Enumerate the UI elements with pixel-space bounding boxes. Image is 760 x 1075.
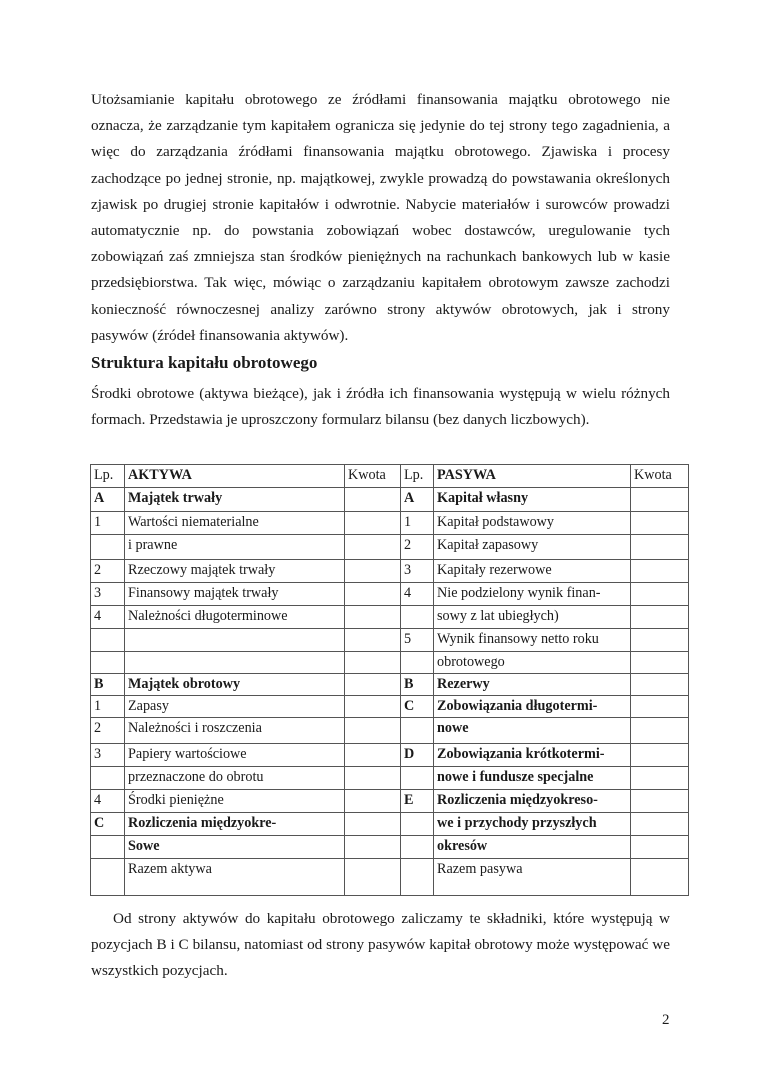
aktywa-cell: Środki pieniężne bbox=[125, 790, 345, 813]
lp-right: E bbox=[401, 790, 434, 813]
kwota-right bbox=[631, 674, 689, 696]
lp-left bbox=[91, 859, 125, 896]
page-number: 2 bbox=[662, 1012, 670, 1028]
lp-right bbox=[401, 606, 434, 629]
kwota-right bbox=[631, 583, 689, 606]
lp-right bbox=[401, 859, 434, 896]
kwota-right bbox=[631, 718, 689, 744]
table-row bbox=[91, 836, 689, 859]
table-row bbox=[91, 696, 689, 718]
kwota-right bbox=[631, 560, 689, 583]
table-row bbox=[91, 674, 689, 696]
pasywa-cell: Kapitały rezerwowe bbox=[434, 560, 631, 583]
aktywa-cell: Rzeczowy majątek trwały bbox=[125, 560, 345, 583]
conclusion-paragraph: Od strony aktywów do kapitału obrotowego zaliczamy te składniki, które występują w pozycjach B i C bilansu, natomiast od strony pasywów kapitał obrotowy może występować we wszystkich pozycjach. bbox=[91, 910, 670, 980]
structure-paragraph: Środki obrotowe (aktywa bieżące), jak i źródła ich finansowania występują w wielu różnych formach. Przedstawia je uproszczony formularz bilansu (bez danych liczbowych). bbox=[91, 385, 670, 429]
kwota-right bbox=[631, 512, 689, 535]
kwota-left bbox=[345, 512, 401, 535]
kwota-left bbox=[345, 488, 401, 512]
kwota-left bbox=[345, 790, 401, 813]
lp-left bbox=[91, 629, 125, 652]
kwota-right bbox=[631, 836, 689, 859]
lp-left: 3 bbox=[91, 583, 125, 606]
aktywa-cell: Rozliczenia międzyokre- bbox=[125, 813, 345, 836]
kwota-right bbox=[631, 813, 689, 836]
kwota-right bbox=[631, 744, 689, 767]
aktywa-cell: Sowe bbox=[125, 836, 345, 859]
table-row bbox=[91, 535, 689, 560]
header-lp-right: Lp. bbox=[401, 465, 434, 488]
aktywa-cell: Wartości niematerialne bbox=[125, 512, 345, 535]
lp-right: A bbox=[401, 488, 434, 512]
kwota-left bbox=[345, 767, 401, 790]
kwota-left bbox=[345, 629, 401, 652]
section-heading: Struktura kapitału obrotowego bbox=[91, 353, 318, 372]
lp-right: C bbox=[401, 696, 434, 718]
lp-right: B bbox=[401, 674, 434, 696]
pasywa-cell: Razem pasywa bbox=[434, 859, 631, 896]
lp-right bbox=[401, 652, 434, 674]
table-header-row bbox=[91, 465, 689, 488]
kwota-right bbox=[631, 535, 689, 560]
aktywa-cell: Razem aktywa bbox=[125, 859, 345, 896]
lp-left bbox=[91, 535, 125, 560]
header-pasywa: PASYWA bbox=[434, 465, 631, 488]
table-row bbox=[91, 859, 689, 896]
pasywa-cell: obrotowego bbox=[434, 652, 631, 674]
lp-left: 2 bbox=[91, 560, 125, 583]
lp-right: 2 bbox=[401, 535, 434, 560]
lp-left: 1 bbox=[91, 512, 125, 535]
pasywa-cell: Wynik finansowy netto roku bbox=[434, 629, 631, 652]
lp-left bbox=[91, 767, 125, 790]
kwota-left bbox=[345, 813, 401, 836]
kwota-left bbox=[345, 606, 401, 629]
lp-left: 4 bbox=[91, 790, 125, 813]
pasywa-cell: we i przychody przyszłych bbox=[434, 813, 631, 836]
kwota-left bbox=[345, 535, 401, 560]
kwota-right bbox=[631, 606, 689, 629]
pasywa-cell: Rezerwy bbox=[434, 674, 631, 696]
lp-left bbox=[91, 652, 125, 674]
table-row bbox=[91, 488, 689, 512]
lp-right: 5 bbox=[401, 629, 434, 652]
aktywa-cell: Finansowy majątek trwały bbox=[125, 583, 345, 606]
pasywa-cell: nowe i fundusze specjalne bbox=[434, 767, 631, 790]
aktywa-cell: Zapasy bbox=[125, 696, 345, 718]
table-row bbox=[91, 512, 689, 535]
lp-right: 1 bbox=[401, 512, 434, 535]
table-row bbox=[91, 744, 689, 767]
table-row bbox=[91, 629, 689, 652]
kwota-right bbox=[631, 859, 689, 896]
lp-left: A bbox=[91, 488, 125, 512]
kwota-left bbox=[345, 718, 401, 744]
pasywa-cell: sowy z lat ubiegłych) bbox=[434, 606, 631, 629]
lp-left: C bbox=[91, 813, 125, 836]
lp-left: B bbox=[91, 674, 125, 696]
aktywa-cell: Majątek trwały bbox=[125, 488, 345, 512]
kwota-right bbox=[631, 652, 689, 674]
kwota-right bbox=[631, 767, 689, 790]
kwota-right bbox=[631, 696, 689, 718]
kwota-right bbox=[631, 629, 689, 652]
aktywa-cell: przeznaczone do obrotu bbox=[125, 767, 345, 790]
aktywa-cell: Papiery wartościowe bbox=[125, 744, 345, 767]
header-kwota-right: Kwota bbox=[631, 465, 689, 488]
kwota-left bbox=[345, 744, 401, 767]
lp-right: 3 bbox=[401, 560, 434, 583]
pasywa-cell: okresów bbox=[434, 836, 631, 859]
header-kwota-left: Kwota bbox=[345, 465, 401, 488]
lp-right bbox=[401, 767, 434, 790]
table-row bbox=[91, 718, 689, 744]
lp-right bbox=[401, 813, 434, 836]
kwota-right bbox=[631, 790, 689, 813]
table-row bbox=[91, 813, 689, 836]
table-row bbox=[91, 606, 689, 629]
kwota-left bbox=[345, 836, 401, 859]
aktywa-cell bbox=[125, 629, 345, 652]
kwota-right bbox=[631, 488, 689, 512]
pasywa-cell: Zobowiązania krótkotermi- bbox=[434, 744, 631, 767]
lp-right: 4 bbox=[401, 583, 434, 606]
balance-sheet-table bbox=[90, 464, 689, 896]
lp-left: 4 bbox=[91, 606, 125, 629]
pasywa-cell: Kapitał podstawowy bbox=[434, 512, 631, 535]
table-row bbox=[91, 790, 689, 813]
pasywa-cell: Kapitał zapasowy bbox=[434, 535, 631, 560]
aktywa-cell bbox=[125, 652, 345, 674]
aktywa-cell: Majątek obrotowy bbox=[125, 674, 345, 696]
lp-right bbox=[401, 836, 434, 859]
lp-left: 2 bbox=[91, 718, 125, 744]
kwota-left bbox=[345, 696, 401, 718]
kwota-left bbox=[345, 652, 401, 674]
pasywa-cell: Rozliczenia międzyokreso- bbox=[434, 790, 631, 813]
lp-right bbox=[401, 718, 434, 744]
pasywa-cell: Kapitał własny bbox=[434, 488, 631, 512]
lp-left: 1 bbox=[91, 696, 125, 718]
aktywa-cell: Należności długoterminowe bbox=[125, 606, 345, 629]
lp-right: D bbox=[401, 744, 434, 767]
kwota-left bbox=[345, 560, 401, 583]
kwota-left bbox=[345, 583, 401, 606]
kwota-left bbox=[345, 859, 401, 896]
table-row bbox=[91, 583, 689, 606]
pasywa-cell: nowe bbox=[434, 718, 631, 744]
pasywa-cell: Zobowiązania długotermi- bbox=[434, 696, 631, 718]
lp-left: 3 bbox=[91, 744, 125, 767]
aktywa-cell: i prawne bbox=[125, 535, 345, 560]
lp-left bbox=[91, 836, 125, 859]
header-lp-left: Lp. bbox=[91, 465, 125, 488]
pasywa-cell: Nie podzielony wynik finan- bbox=[434, 583, 631, 606]
aktywa-cell: Należności i roszczenia bbox=[125, 718, 345, 744]
intro-paragraph: Utożsamianie kapitału obrotowego ze źródłami finansowania majątku obrotowego nie oznacza, że zarządzanie tym kapitałem ogranicza się jedynie do tej strony tego zagadnienia, a więc do zarządzania źródłami finansowania majątku obrotowego. Zjawiska i procesy zachodzące po jednej stronie, np. majątkowej, zwykle prowadzą do powstawania określonych zjawisk po drugiej stronie kapitałów i odwrotnie. Nabycie materiałów i surowców prowadzi automatycznie np. do powstania zobowiązań wobec dostawców, uregulowanie tych zobowiązań zaś zmniejsza stan środków pieniężnych na rachunkach bankowych lub w kasie przedsiębiorstwa. Tak więc, mówiąc o zarządzaniu kapitałem obrotowym zawsze zachodzi konieczność równoczesnej analizy zarówno strony aktywów obrotowych, jak i strony pasywów (źródeł finansowania aktywów). bbox=[91, 91, 670, 344]
header-aktywa: AKTYWA bbox=[125, 465, 345, 488]
kwota-left bbox=[345, 674, 401, 696]
table-row bbox=[91, 652, 689, 674]
table-row bbox=[91, 560, 689, 583]
table-row bbox=[91, 767, 689, 790]
